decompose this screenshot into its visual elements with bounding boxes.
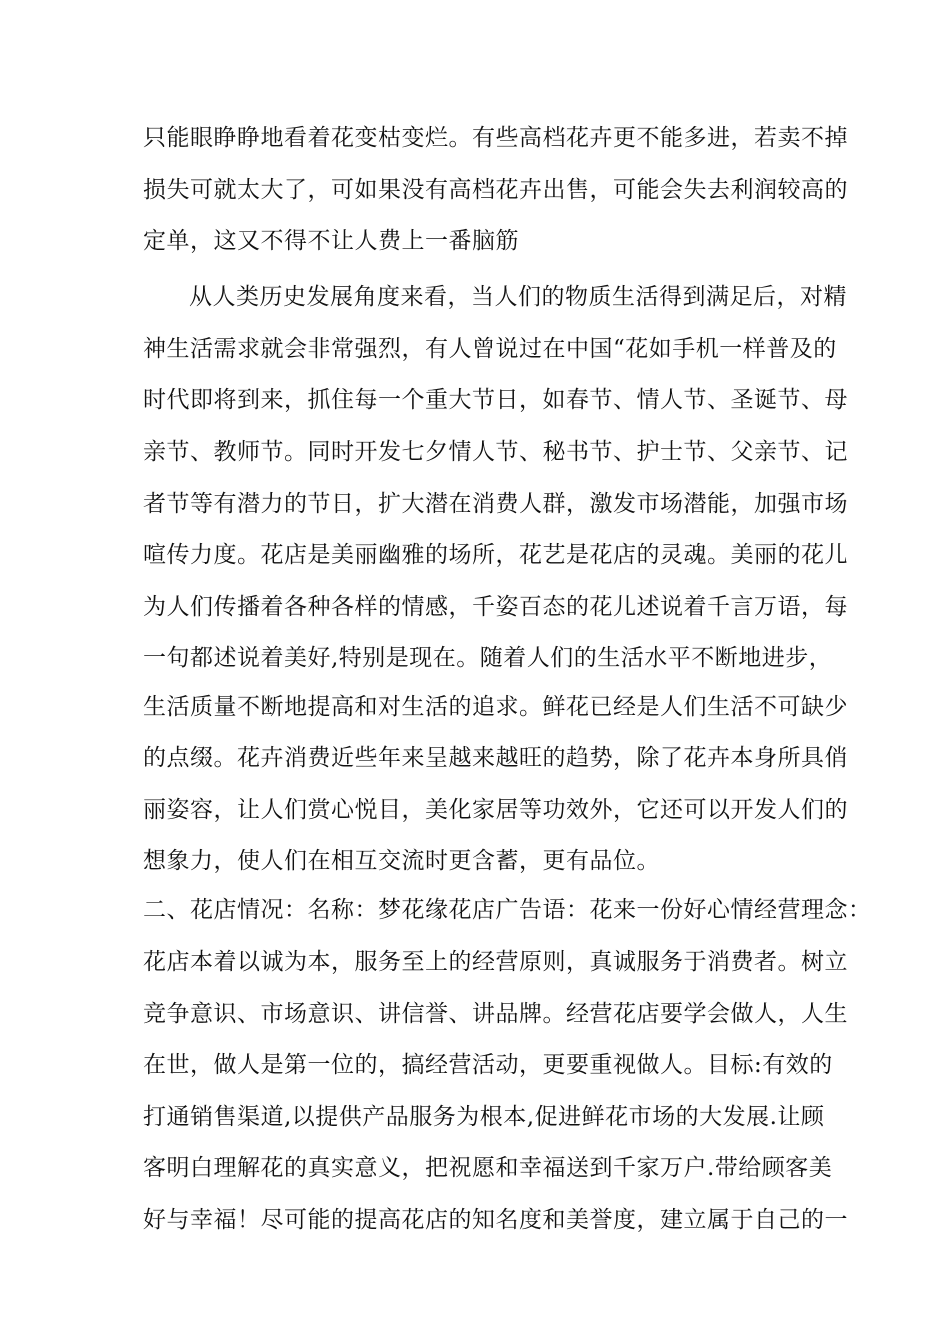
text-line: 亲节、教师节。同时开发七夕情人节、秘书节、护士节、父亲节、记: [143, 439, 848, 465]
text-line: 丽姿容，让人们赏心悦目，美化家居等功效外，它还可以开发人们的: [143, 797, 848, 823]
text-line: 想象力，使人们在相互交流时更含蓄，更有品位。: [143, 848, 660, 874]
text-line: 在世，做人是第一位的，搞经营活动，更要重视做人。目标:有效的: [143, 1052, 833, 1078]
paragraph-first-line: 从人类历史发展角度来看，当人们的物质生活得到满足后，对精: [189, 284, 847, 310]
text-line: 时代即将到来，抓住每一个重大节日，如春节、情人节、圣诞节、母: [143, 387, 848, 413]
text-line: 竞争意识、市场意识、讲信誉、讲品牌。经营花店要学会做人，人生: [143, 1001, 848, 1027]
text-line: 定单，这又不得不让人费上一番脑筋: [143, 228, 519, 254]
text-line: 为人们传播着各种各样的情感，千姿百态的花儿述说着千言万语，每: [143, 594, 848, 620]
text-line: 一句都述说着美好,特别是现在。随着人们的生活水平不断地进步，: [143, 645, 833, 671]
text-line: 神生活需求就会非常强烈，有人曾说过在中国“花如手机一样普及的: [143, 336, 837, 362]
text-line: 喧传力度。花店是美丽幽雅的场所，花艺是花店的灵魂。美丽的花儿: [143, 542, 848, 568]
text-line: 的点缀。花卉消费近些年来呈越来越旺的趋势，除了花卉本身所具俏: [143, 745, 848, 771]
text-line: 者节等有潜力的节日，扩大潜在消费人群，激发市场潜能，加强市场: [143, 491, 848, 517]
text-line: 花店本着以诚为本，服务至上的经营原则，真诚服务于消费者。树立: [143, 949, 848, 975]
text-line: 生活质量不断地提高和对生活的追求。鲜花已经是人们生活不可缺少: [143, 694, 848, 720]
section-heading-line: 二、花店情况：名称：梦花缘花店广告语：花来一份好心情经营理念：: [143, 897, 872, 923]
text-line: 好与幸福！尽可能的提高花店的知名度和美誉度，建立属于自己的一: [143, 1207, 848, 1233]
text-line: 打通销售渠道,以提供产品服务为根本,促进鲜花市场的大发展.让顾: [143, 1104, 825, 1130]
text-line: 客明白理解花的真实意义，把祝愿和幸福送到千家万户.带给顾客美: [143, 1155, 833, 1181]
text-line: 损失可就太大了，可如果没有高档花卉出售，可能会失去利润较高的: [143, 177, 848, 203]
text-line: 只能眼睁睁地看着花变枯变烂。有些高档花卉更不能多进，若卖不掉: [143, 125, 848, 151]
